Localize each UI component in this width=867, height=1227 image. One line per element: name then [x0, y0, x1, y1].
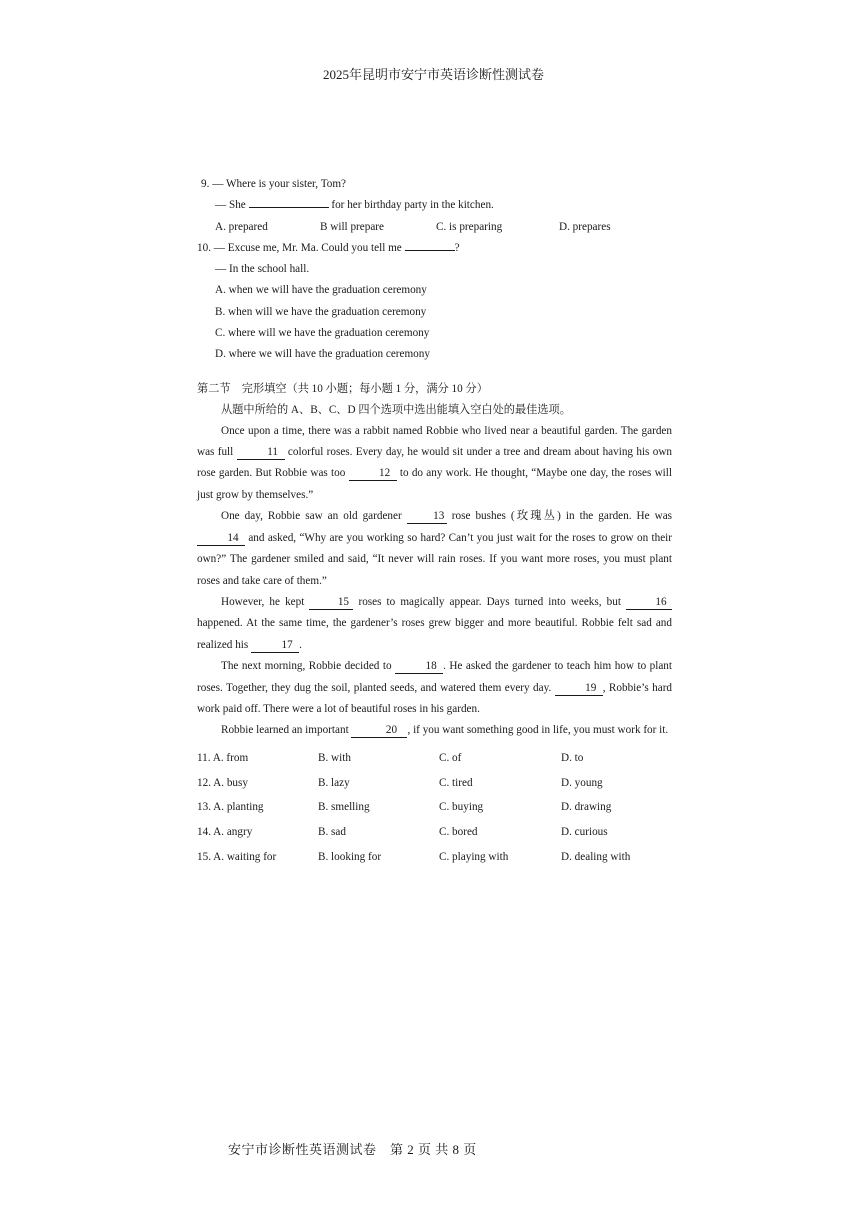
option-b: B will prepare — [320, 220, 384, 233]
choice-row-13: 13. A. planting B. smelling C. buying D. drawing — [197, 801, 612, 814]
blank-20: 20 — [351, 724, 407, 738]
choice-row-12: 12. A. busy B. lazy C. tired D. young — [197, 776, 603, 789]
option-b: B. when will we have the graduation ceremony — [215, 305, 427, 318]
passage-paragraph-1: Once upon a time, there was a rabbit named Robbie who lived near a beautiful garden. The garden was full 11 colorful roses. Every day, he would sit under a tree and dream about having his own rose garden. But Robbie was too 12 to do any work. He thought, “Maybe one day, the roses will just grow by themselves.” — [197, 424, 673, 501]
blank-18: 18 — [395, 660, 443, 674]
blank-16: 16 — [626, 596, 672, 610]
page-header: 2025年昆明市安宁市英语诊断性测试卷 — [322, 67, 544, 82]
question-9-answer: — She for her birthday party in the kitchen. — [215, 199, 494, 212]
passage-paragraph-4: The next morning, Robbie decided to 18 . He asked the gardener to teach him how to plant roses. Together, they dug the soil, planted seeds, and watered them every day. 19 , Robbie’s hard work paid off. There were a lot of beautiful roses in his garden. — [197, 660, 673, 715]
blank-14: 14 — [197, 532, 245, 546]
blank-11: 11 — [237, 446, 285, 460]
passage-paragraph-2: One day, Robbie saw an old gardener 13 rose bushes (玫瑰丛) in the garden. He was 14 and asked, “Why are you working so hard? Can’t you just wait for the roses to grow on their own?” The gardener smiled and said, “It never will rain roses. If you want more roses, you must plant roses and take care of them.” — [197, 510, 673, 587]
choice-row-11: 11. A. from B. with C. of D. to — [197, 751, 584, 764]
question-9: 9. — Where is your sister, Tom? — [201, 178, 347, 190]
blank-19: 19 — [555, 682, 603, 696]
blank-line — [405, 250, 455, 251]
blank-line — [249, 207, 329, 208]
option-d: D. prepares — [559, 220, 611, 233]
option-c: C. is preparing — [436, 220, 503, 233]
blank-13: 13 — [407, 510, 447, 524]
option-d: D. where we will have the graduation ceremony — [215, 348, 430, 361]
blank-17: 17 — [251, 639, 299, 653]
section-heading: 第二节 完形填空（共 10 小题；每小题 1 分，满分 10 分） — [197, 382, 488, 395]
page-footer: 安宁市诊断性英语测试卷 第 2 页 共 8 页 — [228, 1142, 477, 1157]
passage-paragraph-3: However, he kept 15 roses to magically appear. Days turned into weeks, but 16 happened. At the same time, the gardener’s roses grew bigger and more beautiful. Robbie felt sad and realized his 17 . — [197, 595, 672, 651]
question-10: 10. — Excuse me, Mr. Ma. Could you tell me ? — [197, 241, 460, 254]
section-instruction: 从题中所给的 A、B、C、D 四个选项中选出能填入空白处的最佳选项。 — [221, 403, 571, 416]
page-content — [197, 174, 672, 870]
question-10-answer: — In the school hall. — [215, 263, 310, 276]
choice-row-15: 15. A. waiting for B. looking for C. playing with D. dealing with — [197, 850, 631, 863]
option-c: C. where will we have the graduation ceremony — [215, 327, 430, 340]
option-a: A. when we will have the graduation ceremony — [215, 284, 427, 297]
choice-row-14: 14. A. angry B. sad C. bored D. curious — [197, 826, 608, 839]
blank-12: 12 — [349, 467, 397, 481]
blank-15: 15 — [309, 596, 353, 610]
question-9-options — [197, 217, 672, 238]
option-a: A. prepared — [215, 220, 268, 233]
passage-paragraph-5: Robbie learned an important 20 , if you want something good in life, you must work for it. — [221, 724, 669, 737]
